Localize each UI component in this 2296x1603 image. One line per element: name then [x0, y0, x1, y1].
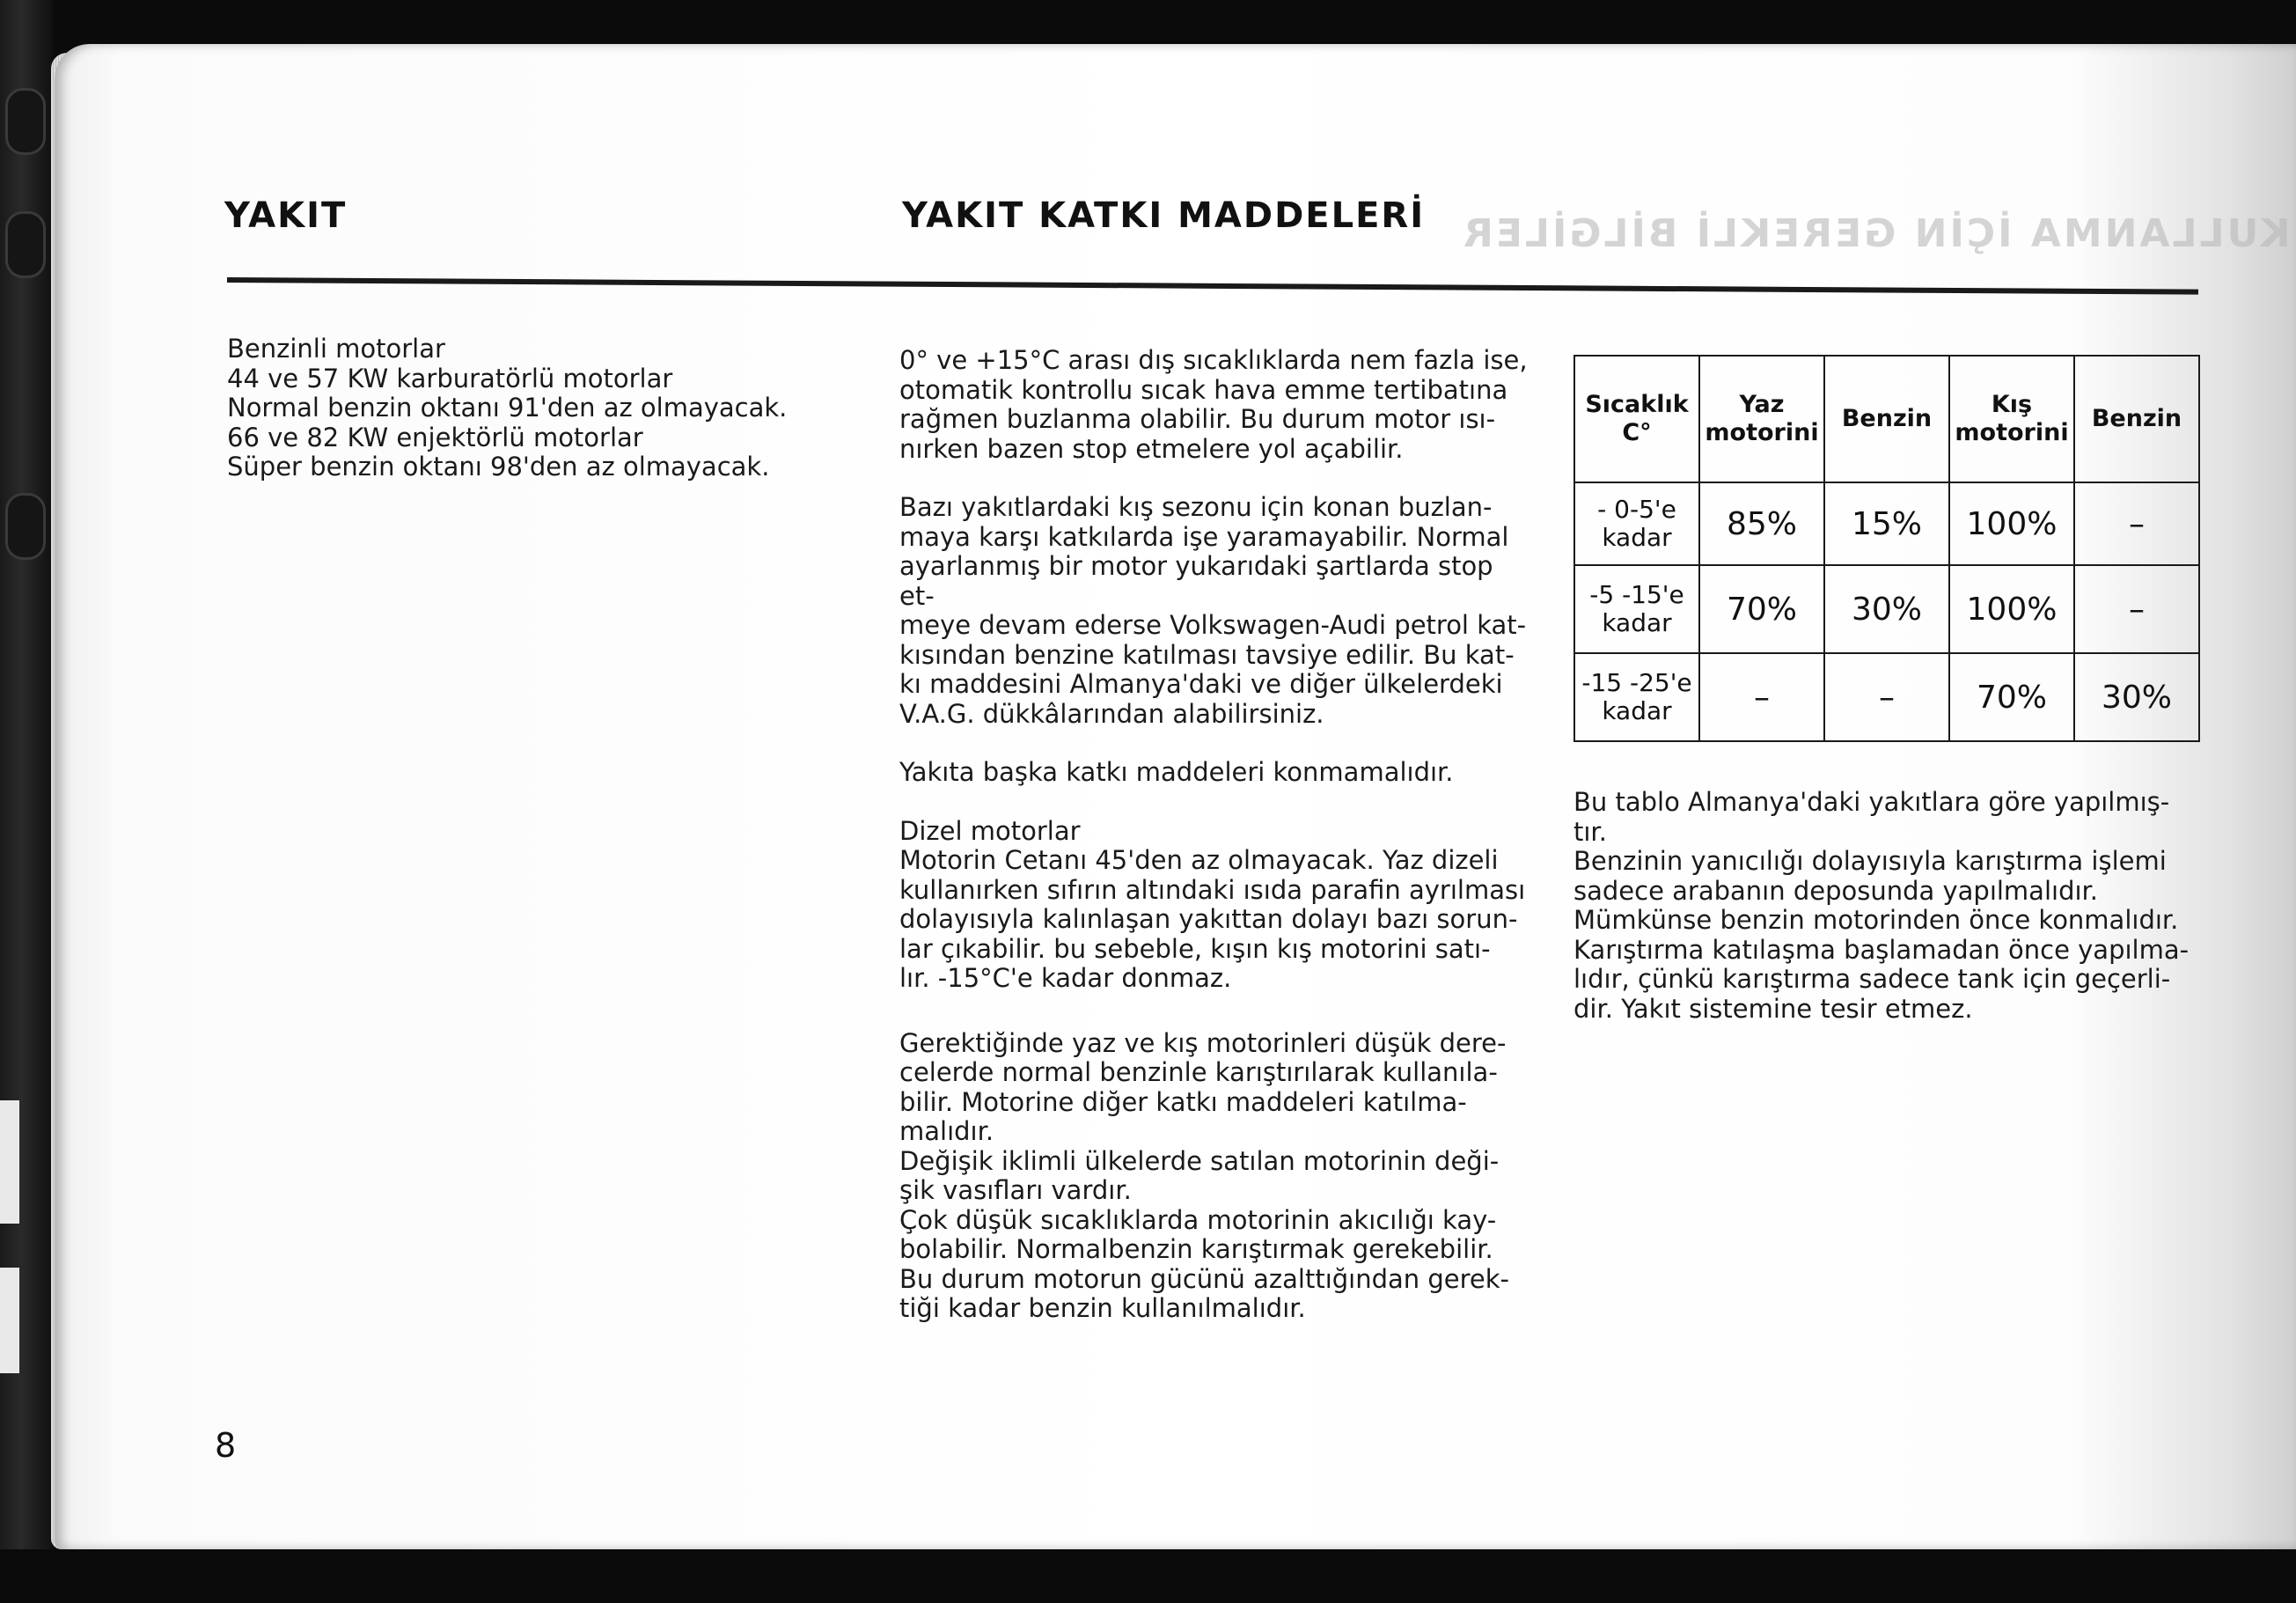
- icing-paragraph: 0° ve +15°C arası dış sıcaklıklarda nem fazla ise, otomatik kontrollu sıcak hava emme tertibatına rağmen buzlanma olabilir. Bu durum motor ısı- nırken bazen stop etmelere yol açabilir.: [899, 345, 1528, 464]
- cell-temp: - 0-5'e kadar: [1574, 482, 1699, 565]
- cell-temp: -5 -15'e kadar: [1574, 565, 1699, 653]
- cell-petrol: –: [1824, 653, 1949, 741]
- table-notes-paragraph: Bu tablo Almanya'daki yakıtlara göre yapılmış- tır. Benzinin yanıcılığı dolayısıyla karıştırma işlemi sadece arabanın deposunda yapılmalıdır. Mümkünse benzin motorinden önce konmalıdır. Karıştırma katılaşma başlamadan önce yapılma- lıdır, çünkü karıştırma sadece tank için geçerli- dir. Yakıt sistemine tesir etmez.: [1573, 787, 2190, 1024]
- table-header-row: [1574, 356, 2199, 482]
- table-row: [1574, 653, 2199, 741]
- no-additives-paragraph: Yakıta başka katkı maddeleri konmamalıdır.: [899, 757, 1454, 787]
- bleed-through-text: KULLANMA İÇİN GEREKLİ BİLGİLER: [1461, 211, 2291, 256]
- cell-petrol: 30%: [1824, 565, 1949, 653]
- cell-petrol: 15%: [1824, 482, 1949, 565]
- binder-edge: [0, 0, 53, 1603]
- table-row: [1574, 565, 2199, 653]
- cell-winter-diesel: 100%: [1949, 565, 2074, 653]
- header-petrol: Benzin: [1824, 356, 1949, 482]
- section-title-right: YAKIT KATKI MADDELERİ: [902, 195, 1426, 236]
- cell-winter-diesel: 100%: [1949, 482, 2074, 565]
- mixing-paragraph: Gerektiğinde yaz ve kış motorinleri düşük dere- celerde normal benzinle karıştırılarak kullanıla- bilir. Motorine diğer katkı maddeleri katılma- malıdır. Değişik iklimli ülkelerde satılan motorinin deği- şik vasıfları vardır. Çok düşük sıcaklıklarda motorinin akıcılığı kay- bolabilir. Normalbenzin karıştırmak gerekebilir. Bu durum motorun gücünü azalttığından gerek- tiği kadar benzin kullanılmalıdır.: [899, 1027, 1510, 1323]
- petrol-engines-paragraph: Benzinli motorlar 44 ve 57 KW karburatörlü motorlar Normal benzin oktanı 91'den az olmayacak. 66 ve 82 KW enjektörlü motorlar Süper benzin oktanı 98'den az olmayacak.: [227, 334, 788, 482]
- binder-ring: [5, 493, 46, 560]
- index-tab: [0, 1268, 19, 1373]
- scan-background: [0, 1549, 2296, 1603]
- page-number: 8: [215, 1426, 237, 1465]
- index-tab: [0, 1100, 19, 1224]
- cell-winter-diesel: 70%: [1949, 653, 2074, 741]
- header-winter-diesel: Kış motorini: [1949, 356, 2074, 482]
- cell-petrol-2: –: [2074, 482, 2199, 565]
- header-petrol-2: Benzin: [2074, 356, 2199, 482]
- section-title-left: YAKIT: [224, 195, 348, 236]
- cell-temp: -15 -25'e kadar: [1574, 653, 1699, 741]
- petrol-engines-text: [227, 335, 861, 482]
- diesel-paragraph: Dizel motorlar Motorin Cetanı 45'den az olmayacak. Yaz dizeli kullanırken sıfırın altındaki ısıda parafin ayrılması dolayısıyla kalınlaşan yakıttan dolayı bazı sorun- lar çıkabilir. bu sebeble, kışın kış motorini satı- lır. -15°C'e kadar donmaz.: [899, 815, 1526, 993]
- cell-petrol-2: 30%: [2074, 653, 2199, 741]
- binder-ring: [5, 211, 46, 278]
- header-temperature: Sıcaklık C°: [1574, 356, 1699, 482]
- cell-petrol-2: –: [2074, 565, 2199, 653]
- header-summer-diesel: Yaz motorini: [1699, 356, 1824, 482]
- table-notes: [1573, 788, 2207, 1024]
- cell-summer-diesel: 85%: [1699, 482, 1824, 565]
- table-row: [1574, 482, 2199, 565]
- binder-ring: [5, 88, 46, 155]
- fuel-mixing-table: [1573, 355, 2200, 742]
- cell-summer-diesel: 70%: [1699, 565, 1824, 653]
- additives-column: [899, 346, 1533, 1324]
- anti-icing-paragraph: Bazı yakıtlardaki kış sezonu için konan buzlan- maya karşı katkılarda işe yaramayabilir. Normal ayarlanmış bir motor yukarıdaki şartlarda stop et- meye devam ederse Volkswagen-Audi petrol kat- kısından benzine katılması tavsiye edilir. Bu kat- kı maddesini Almanya'daki ve diğer ülkelerdeki V.A.G. dükkâlarından alabilirsiniz.: [899, 492, 1527, 729]
- cell-summer-diesel: –: [1699, 653, 1824, 741]
